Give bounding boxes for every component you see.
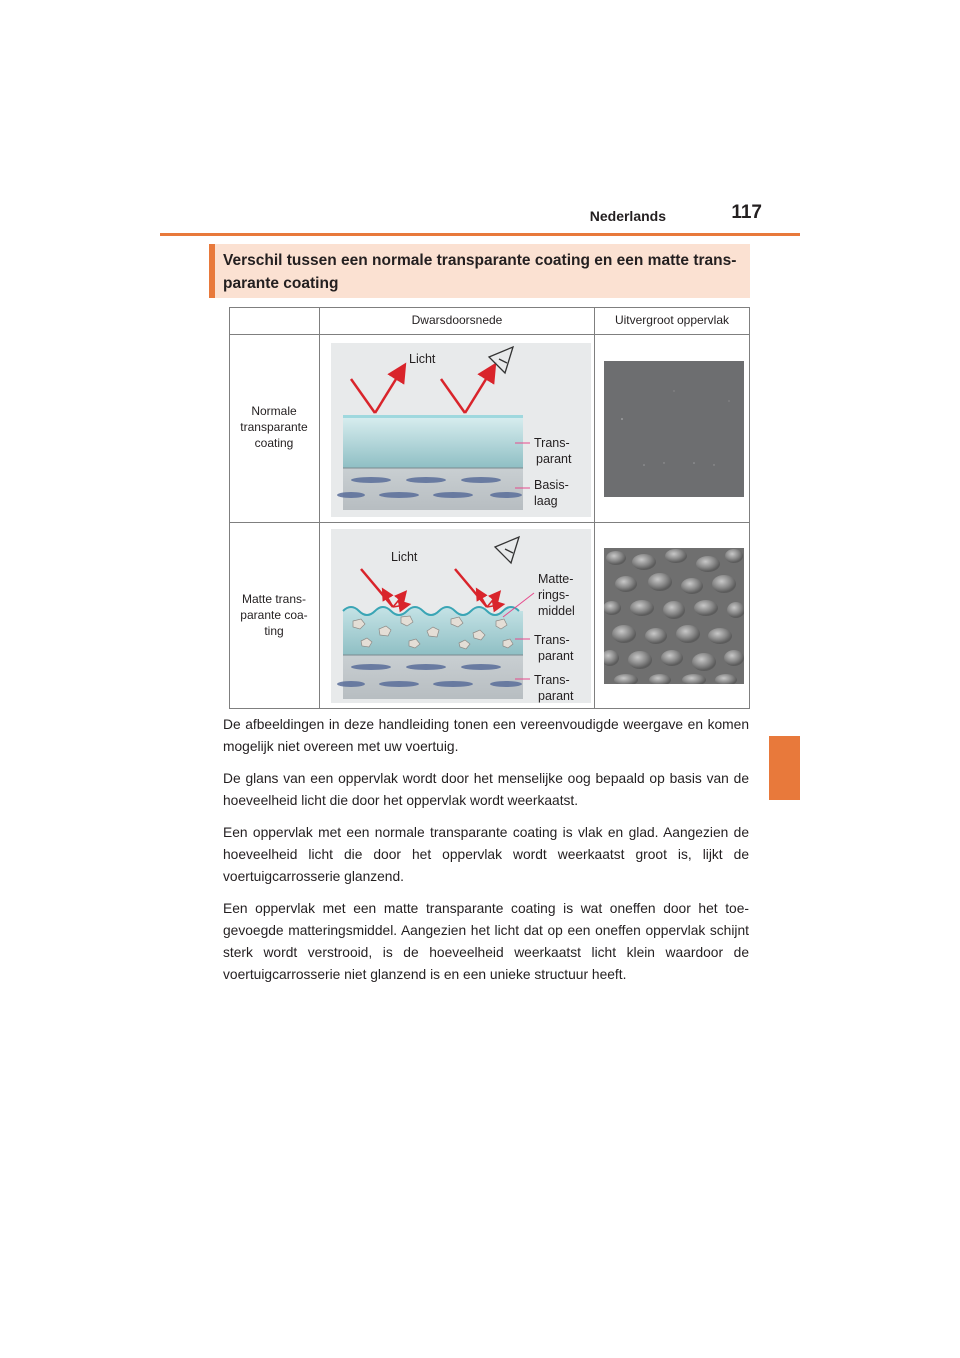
base-layer-label-line2: parant xyxy=(538,689,574,703)
normal-coating-cross-section-diagram xyxy=(331,343,591,517)
base-coat-layer xyxy=(343,655,523,699)
row-label-matte-coating: Matte trans- parante coa- ting xyxy=(240,592,308,638)
clear-coat-layer xyxy=(343,418,523,468)
clear-coat-label-line2: parant xyxy=(538,649,574,663)
column-header-magnified-surface: Uitvergroot oppervlak xyxy=(614,313,730,327)
comparison-table xyxy=(229,307,750,709)
table-col-divider-1 xyxy=(319,307,320,709)
header-language: Nederlands xyxy=(589,208,666,224)
column-header-cross-section: Dwarsdoorsnede xyxy=(411,313,503,327)
table-border-left xyxy=(229,307,230,709)
paragraph-matte-coating: Een oppervlak met een matte transparante coating is wat oneffen door het toe-gevoegde matteringsmiddel. Aangezien het licht dat op een oneffen oppervlak schijnt sterk wordt verstrooid, is de hoeveelheid weerkaatst licht klein waardoor de voertuigcarrosserie niet glanzend is en een unieke structuur heeft. xyxy=(223,901,749,982)
light-label: Licht xyxy=(391,550,418,564)
section-accent-bar xyxy=(209,244,215,298)
table-border-bottom xyxy=(229,708,750,709)
chapter-side-tab xyxy=(769,736,800,800)
base-layer-label-line1: Trans- xyxy=(534,673,570,687)
light-label: Licht xyxy=(409,352,436,366)
table-border-right xyxy=(749,307,750,709)
matte-coating-magnified-photo xyxy=(604,548,744,684)
table-col-divider-2 xyxy=(594,307,595,709)
clear-coat-label-line1: Trans- xyxy=(534,633,570,647)
page-number: 117 xyxy=(731,202,762,223)
base-coat-label-line1: Basis- xyxy=(534,478,569,492)
table-header-divider xyxy=(229,334,750,335)
section-title: Verschil tussen een normale transparante coating en een matte trans- parante coating xyxy=(223,252,737,292)
matte-coating-cross-section-diagram xyxy=(331,529,591,703)
base-coat-label-line2: laag xyxy=(534,494,558,508)
section-header xyxy=(209,244,750,298)
paragraph-normal-coating: Een oppervlak met een normale transparante coating is vlak en glad. Aangezien de hoeveelheid licht die door het oppervlak wordt weerkaatst groot is, lijkt de voertuigcarrosserie glanzend. xyxy=(223,825,749,884)
clear-coat-label-line1: Trans- xyxy=(534,436,570,450)
normal-coating-magnified-photo xyxy=(604,361,744,497)
matting-agent-label-line1: Matte- xyxy=(538,572,574,586)
clear-coat-label-line2: parant xyxy=(536,452,572,466)
table-row-divider xyxy=(229,522,750,523)
clear-coat-surface xyxy=(343,415,523,418)
row-label-normal-coating: Normale transparante coating xyxy=(240,404,308,450)
base-coat-layer xyxy=(343,468,523,510)
header-rule xyxy=(160,233,800,236)
matting-agent-label-line2: rings- xyxy=(538,588,570,602)
matting-agent-label-line3: middel xyxy=(538,604,575,618)
paragraph-gloss-definition: De glans van een oppervlak wordt door het menselijke oog bepaald op basis van de hoeveelheid licht die door het oppervlak wordt weerkaatst. xyxy=(223,771,749,808)
paragraph-disclaimer: De afbeeldingen in deze handleiding tonen een vereenvoudigde weergave en komen mogelijk niet overeen met uw voertuig. xyxy=(223,717,749,754)
